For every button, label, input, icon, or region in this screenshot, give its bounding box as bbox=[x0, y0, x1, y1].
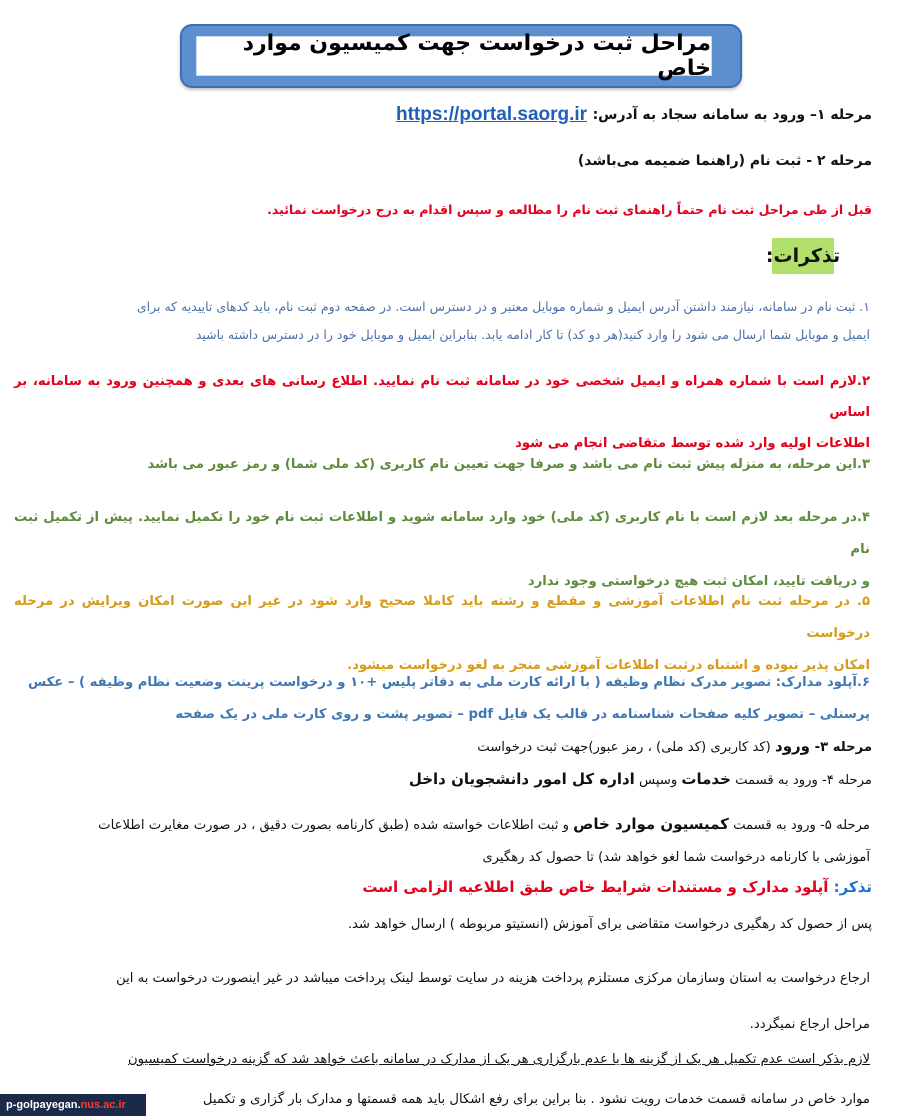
step-5-commission: کمیسیون موارد خاص bbox=[573, 815, 729, 833]
portal-link[interactable]: https://portal.saorg.ir bbox=[396, 104, 588, 125]
reminder-label: تذکر: bbox=[833, 878, 872, 896]
logo-text-b: nus.ac.ir bbox=[80, 1099, 126, 1111]
note-4 bbox=[14, 502, 870, 598]
note-1-line-1: ۱. ثبت نام در سامانه، نیازمند داشتن آدرس ایمیل و شماره موبایل معتبر و در دسترس است. در صفحه دوم ثبت نام، باید کدهای تاییدیه که برای bbox=[136, 299, 870, 314]
step-4-department: اداره کل امور دانشجویان داخل bbox=[408, 770, 635, 788]
after-code-text: پس از حصول کد رهگیری درخواست متقاضی برای آموزش (انستیتو مربوطه ) ارسال خواهد شد. bbox=[347, 917, 872, 932]
step-3-login: ورود bbox=[775, 737, 810, 755]
step-5 bbox=[14, 808, 870, 874]
warning-text: قبل از طی مراحل ثبت نام حتماً راهنمای ثبت نام را مطالعه و سپس اقدام به درج درخواست نمائید. bbox=[267, 202, 872, 217]
reminder bbox=[10, 878, 872, 896]
step-5-prefix: مرحله ۵- ورود به قسمت bbox=[728, 818, 870, 833]
referral-line-2: مراحل ارجاع نمیگردد. bbox=[749, 1017, 870, 1032]
final-line-2: موارد خاص در سامانه قسمت خدمات رویت نشود . بنا براین برای رفع اشکال باید همه قسمتها و مدارک بار گزاری و تکمیل bbox=[202, 1092, 870, 1107]
page-title: مراحل ثبت درخواست جهت کمیسیون موارد خاص bbox=[196, 36, 712, 76]
step2-label: مرحله ۲ - ثبت نام (راهنما ضمیمه می‌باشد) bbox=[577, 153, 872, 169]
reminder-text: آپلود مدارک و مستندات شرایط خاص طبق اطلاعیه الزامی است bbox=[362, 878, 834, 896]
step-5-line-2: آموزشی با کارنامه درخواست شما لغو خواهد شد) تا حصول کد رهگیری bbox=[482, 850, 870, 865]
note-2 bbox=[14, 366, 870, 459]
note-1 bbox=[14, 293, 870, 349]
note-6 bbox=[14, 667, 870, 731]
referral-text bbox=[14, 956, 870, 1048]
note-3: ۳.این مرحله، به منزله پیش ثبت نام می باشد و صرفا جهت تعیین نام کاربری (کد ملی شما) و رمز عبور می باشد bbox=[147, 457, 870, 472]
step-3-rest: (کد کاربری (کد ملی) ، رمز عبور)جهت ثبت درخواست bbox=[477, 740, 776, 755]
note-4-line-2: و دریافت تایید، امکان ثبت هیچ درخواستی وجود ندارد bbox=[527, 574, 870, 589]
step1-label: مرحله ۱– ورود به سامانه سجاد به آدرس: bbox=[592, 107, 872, 123]
site-logo bbox=[0, 1094, 146, 1116]
final-line-1: لازم بذکر است عدم تکمیل هر یک از گزینه ها یا عدم بارگزاری هر یک از مدارک در سامانه باعث خواهد شد که گزینه درخواست کمیسیون bbox=[127, 1052, 870, 1067]
note-6-line-1: ۶.آپلود مدارک: تصویر مدرک نظام وظیفه ( با ارائه کارت ملی به دفاتر پلیس +۱۰ و درخواست پرینت وضعیت نظام وظیفه ) – عکس bbox=[27, 675, 870, 690]
step-4-prefix: مرحله ۴- ورود به قسمت bbox=[730, 773, 872, 788]
note-6-line-2: پرسنلی – تصویر کلیه صفحات شناسنامه در قالب یک فایل pdf – تصویر پشت و روی کارت ملی در یک صفحه bbox=[175, 707, 870, 722]
note-2-line-1: ۲.لازم است با شماره همراه و ایمیل شخصی خود در سامانه ثبت نام نمایید. اطلاع رسانی های بعدی و همچنین ورود به سامانه، بر اساس bbox=[14, 374, 870, 420]
step-4-services: خدمات bbox=[681, 770, 731, 788]
note-4-line-1: ۴.در مرحله بعد لازم است با نام کاربری (کد ملی) خود وارد سامانه شوید و اطلاعات ثبت نام خود را تکمیل نمایید. پیش از تکمیل ثبت نام bbox=[14, 510, 870, 557]
step-5-rest: و ثبت اطلاعات خواسته شده (طبق کارنامه بصورت دقیق ، در صورت مغایرت اطلاعات bbox=[98, 818, 574, 833]
note-2-line-2: اطلاعات اولیه وارد شده توسط متقاضی انجام می شود bbox=[515, 436, 870, 451]
step-3 bbox=[10, 736, 872, 758]
note-5-line-1: ۵. در مرحله ثبت نام اطلاعات آموزشی و مقطع و رشته باید کاملا صحیح وارد شود در غیر این صورت امکان ویرایش در مرحله درخواست bbox=[14, 594, 870, 641]
step-5-line-1 bbox=[14, 808, 870, 842]
referral-line-1: ارجاع درخواست به استان وسازمان مرکزی مستلزم پرداخت هزینه در سایت توسط لینک پرداخت میباشد در غیر اینصورت درخواست به این bbox=[116, 971, 870, 986]
step-3-prefix: مرحله ۳- bbox=[810, 740, 872, 755]
note-5-line-2: امکان پذیر نبوده و اشتباه درثبت اطلاعات آموزشی منجر به لغو درخواست میشود. bbox=[347, 658, 870, 673]
notes-heading: تذکرات: bbox=[772, 238, 834, 274]
note-1-line-2: ایمیل و موبایل شما ارسال می شود را وارد کنید(هر دو کد) تا کار ادامه یابد. بنابراین ایمیل و موبایل خود را در دسترس داشته باشید bbox=[195, 327, 870, 342]
logo-text-a: p-golpayegan. bbox=[6, 1099, 81, 1111]
title-banner bbox=[180, 24, 742, 88]
step-4-then: وسپس bbox=[634, 773, 682, 788]
step-4 bbox=[10, 768, 872, 792]
